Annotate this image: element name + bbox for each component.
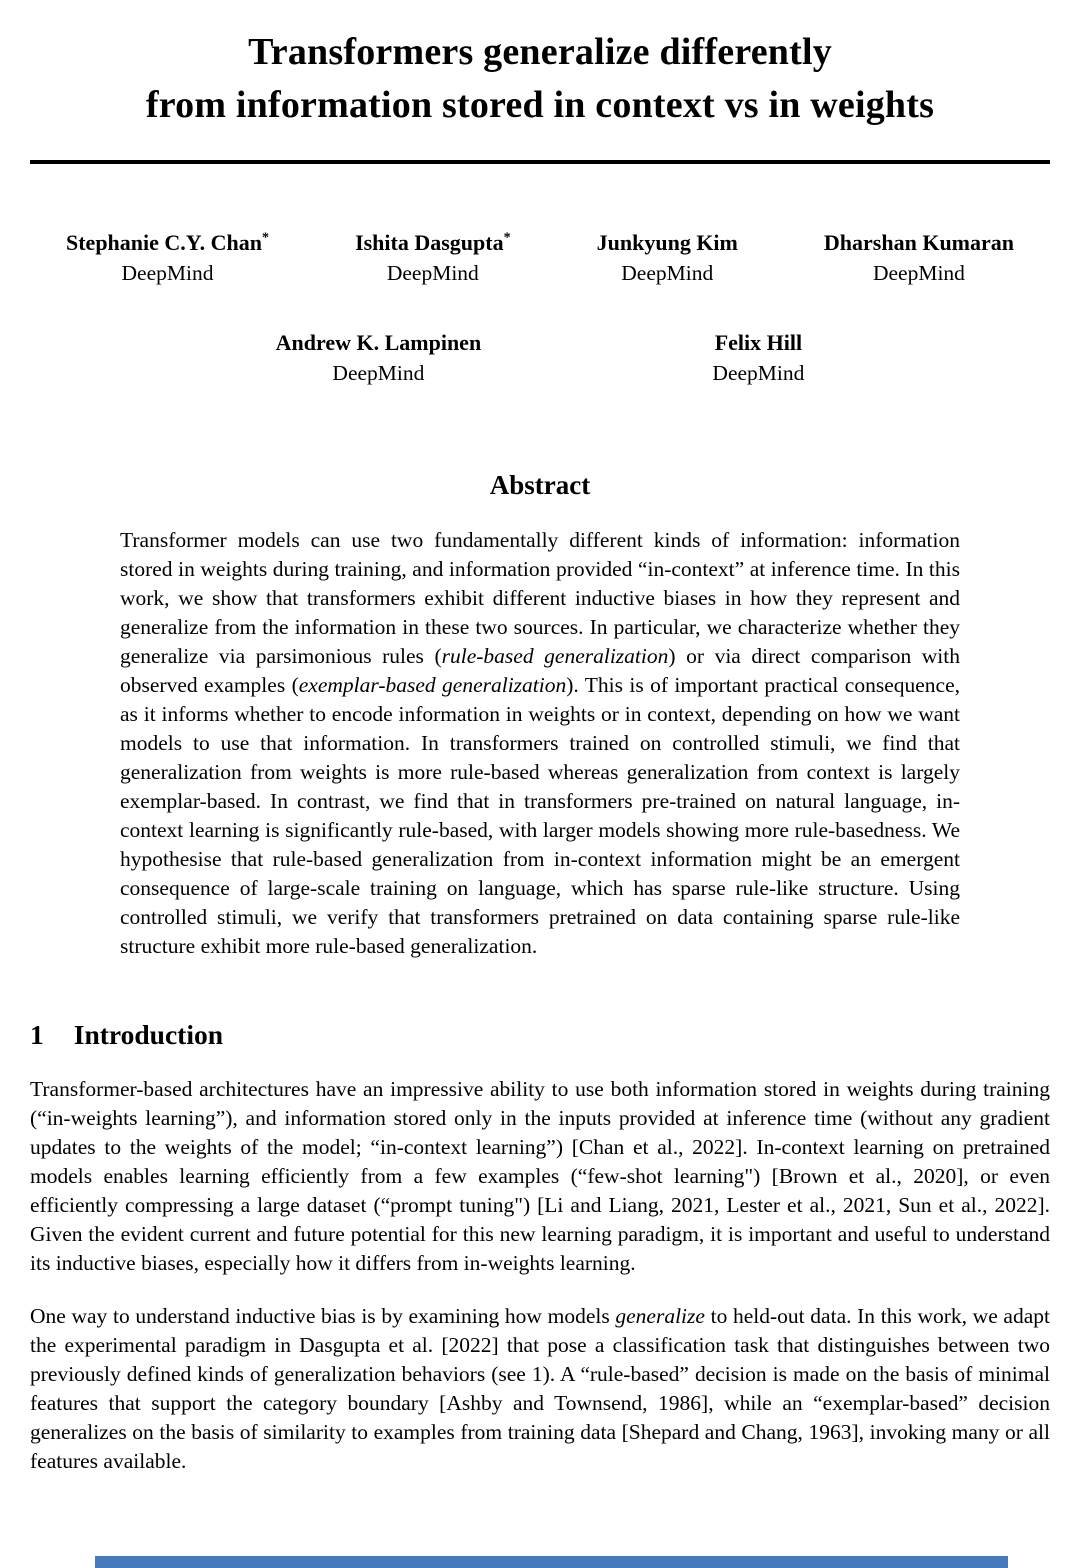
abstract-segment-italic: rule-based generalization (441, 644, 669, 669)
abstract-text (120, 526, 960, 961)
author-hill (712, 330, 804, 386)
author-affiliation: DeepMind (872, 261, 965, 286)
abstract-segment: Transformer models can use two fundamentally different kinds of information: information stored in weights during training, and information provided “in-context” at inference time. In this work, we show that transformers exhibit different inductive biases in how they represent and generalize from the information in these two sources. In particular, we characterize whether they generalize via parsimonious rules ( (120, 528, 960, 669)
abstract-segment-italic: exemplar-based generalization (298, 673, 567, 698)
author-affiliation: DeepMind (712, 361, 805, 386)
section-number: 1 (30, 1019, 44, 1051)
author-name-text: Felix Hill (714, 330, 803, 356)
introduction-paragraph-1: Transformer-based architectures have an impressive ability to use both information stored in weights during training (“in-weights learning”), and information stored only in the inputs provided at inference time (without any gradient updates to the weights of the model; “in-context learning”) [Chan et al., 2022]. In-context learning on pretrained models enables learning efficiently from a few examples (“few-shot learning") [Brown et al., 2020], or even efficiently compressing a large dataset (“prompt tuning") [Li and Liang, 2021, Lester et al., 2021, Sun et al., 2022]. Given the evident current and future potential for this new learning paradigm, it is important and useful to understand its inductive biases, especially how it differs from in-weights learning. (30, 1077, 1050, 1276)
title-rule (30, 160, 1050, 164)
author-name-text: Dharshan Kumaran (823, 230, 1014, 256)
author-affiliation: DeepMind (332, 361, 425, 386)
author-mark: * (262, 231, 270, 247)
author-name (597, 230, 738, 256)
author-kumaran (824, 230, 1014, 286)
introduction-paragraph-2 (30, 1302, 1050, 1476)
author-mark: * (503, 231, 511, 247)
paragraph-segment: to held-out data. In this work, we adapt the experimental paradigm in Dasgupta et al. [2022] that pose a classification task that distinguishes between two previously defined kinds of generalization behaviors (see 1). A “rule-based” decision is made on the basis of minimal features that support the category boundary [Ashby and Townsend, 1986], while an “exemplar-based” decision generalizes on the basis of similarity to examples from training data [Shepard and Chang, 1963], invoking many or all features available. (30, 1304, 1050, 1474)
author-name (276, 330, 482, 356)
author-affiliation: DeepMind (621, 261, 714, 286)
author-name-text: Stephanie C.Y. Chan (66, 230, 263, 256)
author-chan (66, 230, 269, 286)
author-name (712, 330, 804, 356)
author-kim (597, 230, 738, 286)
author-name (355, 230, 511, 256)
abstract-segment: ). This is of important practical consequence, as it informs whether to encode information in weights or in context, depending on how we want models to use that information. In transformers trained on controlled stimuli, we find that generalization from weights is more rule-based whereas generalization from context is largely exemplar-based. In contrast, we find that in transformers pre-trained on natural language, in-context learning is significantly rule-based, with larger models showing more rule-basedness. We hypothesise that rule-based generalization from in-context information might be an emergent consequence of large-scale training on language, which has sparse rule-like structure. Using controlled stimuli, we verify that transformers pretrained on data containing sparse rule-like structure exhibit more rule-based generalization. (120, 673, 961, 959)
author-block-row2 (30, 330, 1050, 386)
author-name (824, 230, 1014, 256)
paper-title-line1: Transformers generalize differently (248, 31, 832, 73)
author-affiliation: DeepMind (121, 261, 214, 286)
author-block-row1 (30, 230, 1050, 286)
abstract-segment: ) or via direct comparison with observed examples ( (120, 644, 960, 698)
author-dasgupta (355, 230, 511, 286)
section-heading-introduction (30, 1019, 1050, 1051)
section-title-text: Introduction (73, 1019, 223, 1051)
figure-top-edge-bar (95, 1556, 1008, 1568)
abstract-heading: Abstract (489, 470, 591, 501)
author-name-text: Ishita Dasgupta (355, 230, 504, 256)
author-affiliation: DeepMind (386, 261, 479, 286)
author-lampinen (276, 330, 482, 386)
paper-title (30, 26, 1050, 132)
paragraph-segment: One way to understand inductive bias is by examining how models (30, 1304, 616, 1329)
author-name-text: Junkyung Kim (596, 230, 738, 256)
author-name (66, 230, 269, 256)
paper-title-line2: from information stored in context vs in weights (145, 84, 935, 127)
author-name-text: Andrew K. Lampinen (275, 330, 482, 356)
paragraph-segment-italic: generalize (615, 1304, 705, 1329)
